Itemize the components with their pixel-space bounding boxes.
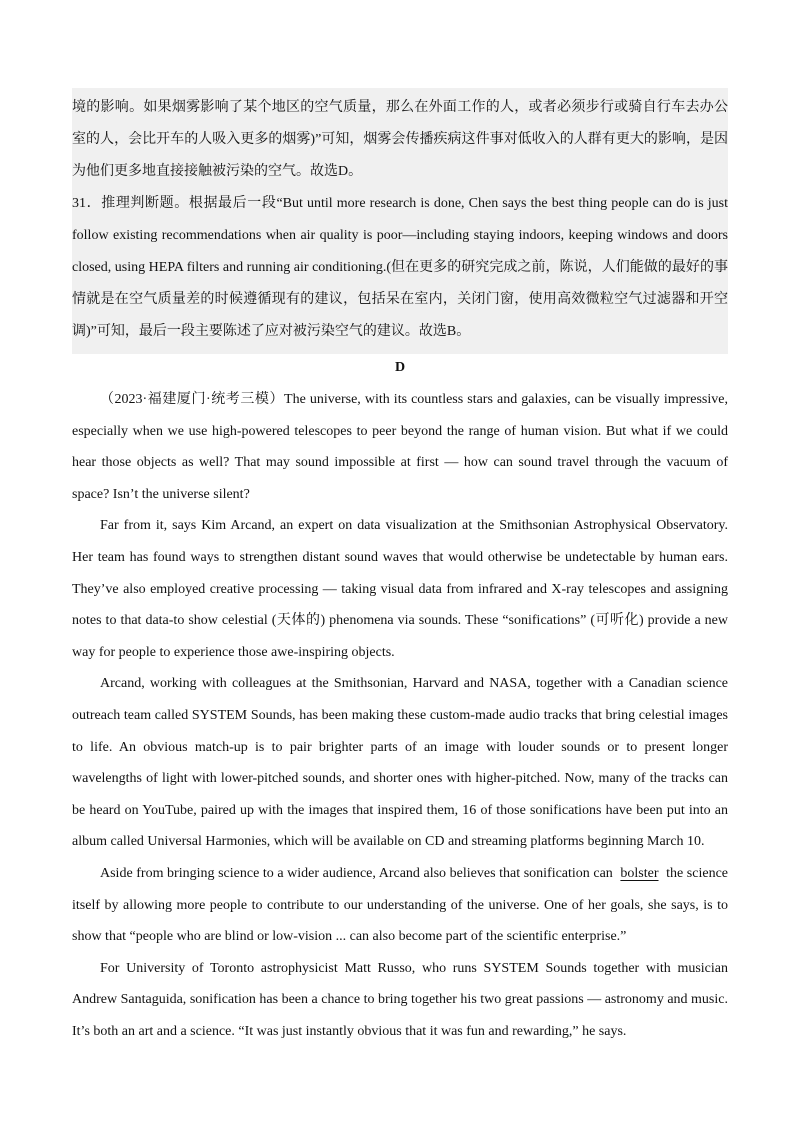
answer-explanation-30-tail: 境的影响。如果烟雾影响了某个地区的空气质量，那么在外面工作的人，或者必须步行或骑自行车去办公室的人，会比开车的人吸入更多的烟雾)”可知，烟雾会传播疾病这件事对低收入的人群有更大的影响，是因为他们更多地直接接触被污染的空气。故选D。 [72, 100, 728, 179]
document-page [72, 88, 728, 1047]
passage-paragraph-5: For University of Toronto astrophysicist Matt Russo, who runs SYSTEM Sounds together with musician Andrew Santaguida, sonification has been a chance to bring together his two great passions — astronomy and music. It’s both an art and a science. “It was just instantly obvious that it was fun and rewarding,” he says. [72, 960, 728, 1039]
passage-paragraph-2: Far from it, says Kim Arcand, an expert on data visualization at the Smithsonian Astrophysical Observatory. Her team has found ways to strengthen distant sound waves that would otherwise be undetectable by human ears. They’ve also employed creative processing — taking visual data from infrared and X-ray telescopes and assigning notes to that data-to show celestial (天体的) phenomena via sounds. These “sonifications” (可听化) provide a new way for people to experience those awe-inspiring objects. [72, 518, 728, 660]
passage-paragraph-3: Arcand, working with colleagues at the Smithsonian, Harvard and NASA, together with a Canadian science outreach team called SYSTEM Sounds, has been making these custom-made audio tracks that bring celestial images to life. An obvious match-up is to pair brighter parts of an image with louder sounds or to present longer wavelengths of light with lower-pitched sounds, and shorter ones with higher-pitched. Now, many of the tracks can be heard on YouTube, paired up with the images that inspired them, 16 of those sonifications have been put into an album called Universal Harmonies, which will be available on CD and streaming platforms beginning March 10. [72, 676, 728, 850]
answer-explanation-31: 31．推理判断题。根据最后一段“But until more research is done, Chen says the best thing people can do is just follow existing recommendations when air quality is poor—including staying indoors, keeping windows and doors closed, using HEPA filters and running air conditioning.(但在更多的研究完成之前，陈说，人们能做的最好的事情就是在空气质量差的时候遵循现有的建议，包括呆在室内，关闭门窗，使用高效微粒空气过滤器和开空调)”可知，最后一段主要陈述了应对被污染空气的建议。故选B。 [72, 196, 728, 339]
passage-paragraph-1: （2023·福建厦门·统考三模）The universe, with its countless stars and galaxies, can be visually impressive, especially when we use high-powered telescopes to peer beyond the range of human vision. But what if we could hear those objects as well? That may sound impossible at first — how can sound travel through the vacuum of space? Isn’t the universe silent? [72, 392, 728, 502]
section-title: D [394, 360, 406, 375]
underlined-word-bolster: bolster [620, 865, 659, 881]
answer-explanation-box [72, 88, 728, 354]
paragraph-4-after: the science itself by allowing more people to contribute to our understanding of the universe. One of her goals, she says, is to show that “people who are blind or low-vision ... can also become part of the scientific enterprise.” [72, 865, 728, 945]
paragraph-4-before: Aside from bringing science to a wider audience, Arcand also believes that sonification can [100, 865, 613, 881]
passage-paragraph-4 [72, 858, 728, 953]
